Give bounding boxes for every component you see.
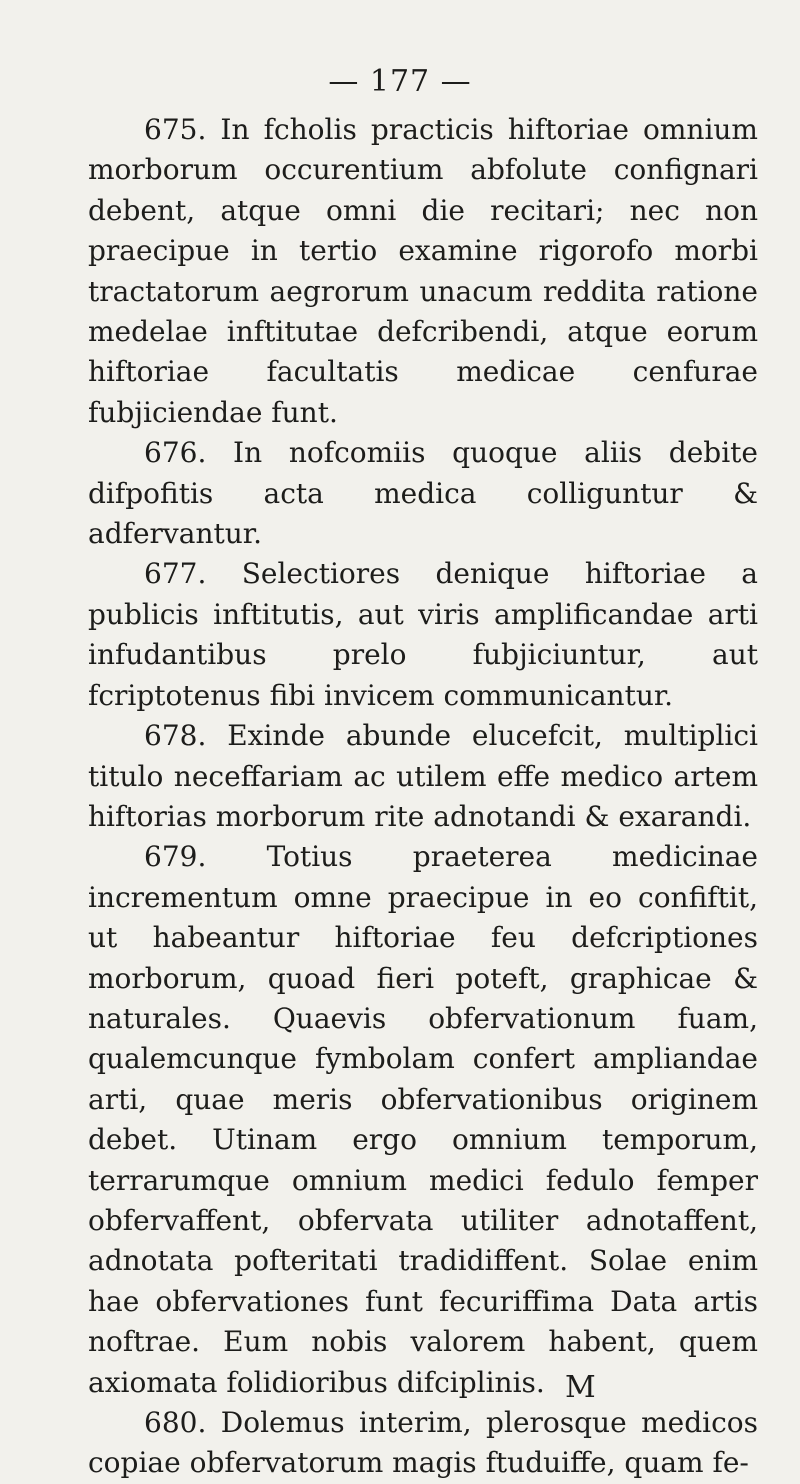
page-number-header: — 177 — bbox=[328, 64, 472, 99]
signature-mark: M bbox=[565, 1370, 596, 1405]
paragraph-676: 676. In nofcomiis quoque aliis debite difpofitis acta medica colliguntur & adfervantur. bbox=[88, 436, 758, 551]
paragraph-680: 680. Dolemus interim, plerosque medicos copiae obfervatorum magis ftuduiffe, quam fe- bbox=[88, 1406, 758, 1480]
paragraph-678: 678. Exinde abunde elucefcit, multiplici titulo neceffariam ac utilem effe medico artem hiftorias morborum rite adnotandi & exarandi. bbox=[88, 719, 758, 833]
paragraph-675: 675. In fcholis practicis hiftoriae omnium morborum occurentium abfolute confignari debent, atque omni die recitari; nec non praecipue in tertio examine rigorofo morbi tractatorum aegrorum unacum reddita ratione medelae inftitutae defcribendi, atque eorum hiftoriae facultatis medicae cenfurae fubjiciendae funt. bbox=[88, 113, 758, 429]
page-body bbox=[88, 110, 758, 1484]
paragraph-679: 679. Totius praeterea medicinae incrementum omne praecipue in eo confiftit, ut habeantur hiftoriae feu defcriptiones morborum, quoad fieri poteft, graphicae & naturales. Quaevis obfervationum fuam, qualemcunque fymbolam confert ampliandae arti, quae meris obfervationibus originem debet. Utinam ergo omnium temporum, terrarumque omnium medici fedulo femper obfervaffent, obfervata utiliter adnotaffent, adnotata pofteritati tradidiffent. Solae enim hae obfervationes funt fecuriffima Data artis noftrae. Eum nobis valorem habent, quem axiomata folidioribus difciplinis. bbox=[88, 840, 758, 1399]
paragraph-677: 677. Selectiores denique hiftoriae a publicis inftitutis, aut viris amplificandae arti infudantibus prelo fubjiciuntur, aut fcriptotenus fibi invicem communicantur. bbox=[88, 557, 758, 712]
